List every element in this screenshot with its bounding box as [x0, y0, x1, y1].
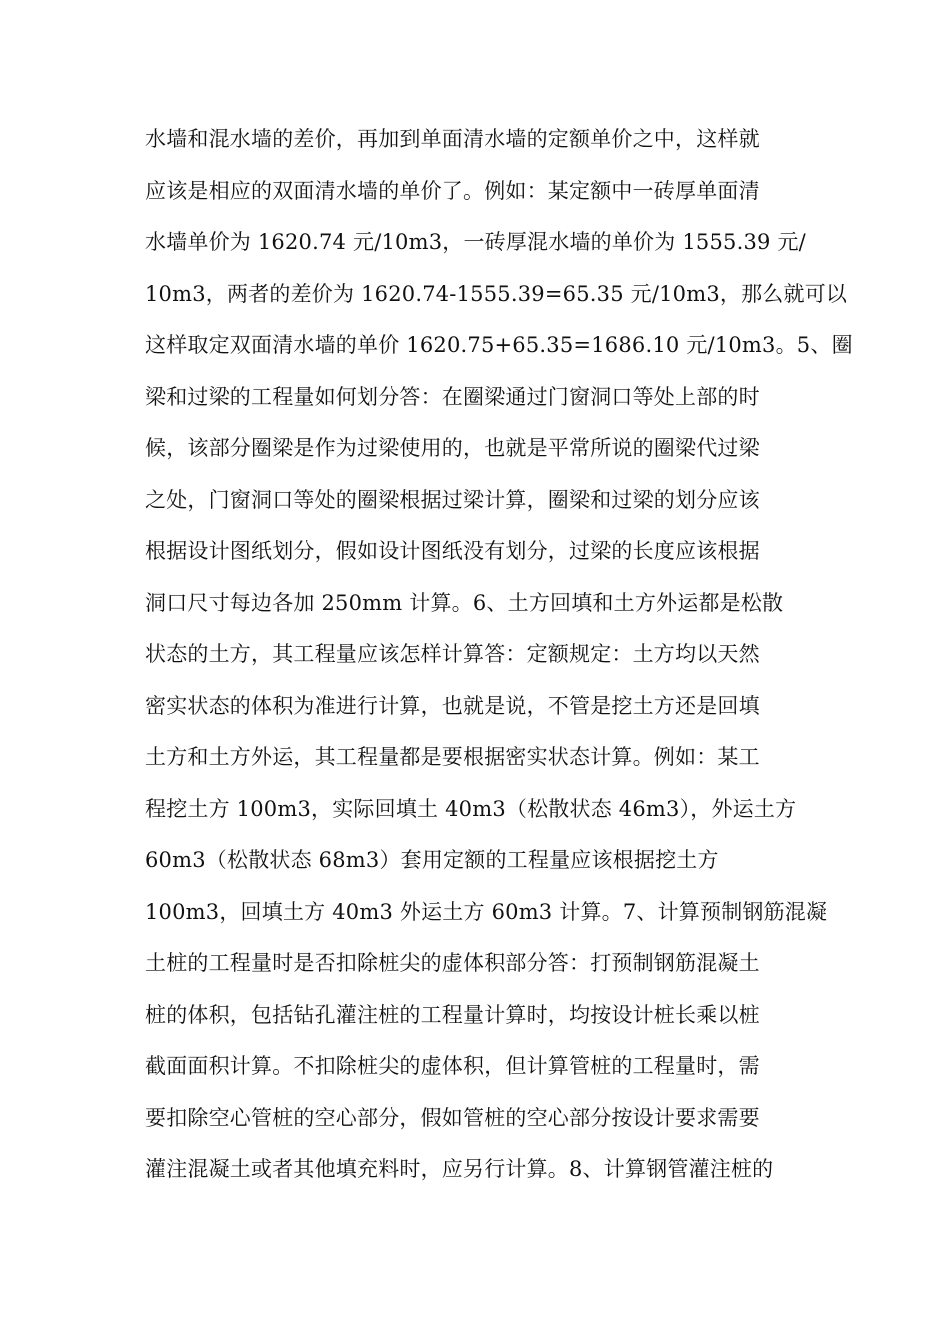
text-line: 灌注混凝土或者其他填充料时，应另行计算。8、计算钢管灌注桩的	[145, 1157, 774, 1181]
text-line: 洞口尺寸每边各加 250mm 计算。6、土方回填和土方外运都是松散	[145, 590, 784, 615]
text-line: 截面面积计算。不扣除桩尖的虚体积，但计算管桩的工程量时，需	[145, 1054, 760, 1078]
text-line: 60m3（松散状态 68m3）套用定额的工程量应该根据挖土方	[145, 848, 719, 872]
text-line: 要扣除空心管桩的空心部分，假如管桩的空心部分按设计要求需要	[145, 1105, 760, 1130]
text-line: 10m3，两者的差价为 1620.74-1555.39=65.35 元/10m3，那么就可以	[145, 281, 848, 306]
text-line: 水墙和混水墙的差价，再加到单面清水墙的定额单价之中，这样就	[145, 127, 760, 151]
text-line: 水墙单价为 1620.74 元/10m3，一砖厚混水墙的单价为 1555.39 元/	[145, 230, 806, 254]
text-line: 土桩的工程量时是否扣除桩尖的虚体积部分答：打预制钢筋混凝土	[145, 951, 760, 975]
text-line: 密实状态的体积为准进行计算，也就是说，不管是挖土方还是回填	[145, 693, 760, 718]
text-line: 这样取定双面清水墙的单价 1620.75+65.35=1686.10 元/10m3。5、圈	[145, 333, 853, 357]
text-line: 候，该部分圈梁是作为过梁使用的，也就是平常所说的圈梁代过梁	[145, 436, 760, 460]
text-line: 100m3，回填土方 40m3 外运土方 60m3 计算。7、计算预制钢筋混凝	[145, 899, 828, 924]
text-line: 程挖土方 100m3，实际回填土 40m3（松散状态 46m3），外运土方	[145, 796, 797, 821]
text-line: 桩的体积，包括钻孔灌注桩的工程量计算时，均按设计桩长乘以桩	[145, 1002, 760, 1027]
body-text	[145, 114, 853, 1196]
text-line: 应该是相应的双面清水墙的单价了。例如：某定额中一砖厚单面清	[145, 178, 760, 203]
text-line: 土方和土方外运，其工程量都是要根据密实状态计算。例如：某工	[145, 745, 760, 769]
text-line: 根据设计图纸划分，假如设计图纸没有划分，过梁的长度应该根据	[145, 539, 760, 563]
text-line: 梁和过梁的工程量如何划分答：在圈梁通过门窗洞口等处上部的时	[145, 384, 760, 409]
text-line: 状态的土方，其工程量应该怎样计算答：定额规定：土方均以天然	[145, 642, 760, 666]
text-line: 之处，门窗洞口等处的圈梁根据过梁计算，圈梁和过梁的划分应该	[145, 487, 760, 512]
